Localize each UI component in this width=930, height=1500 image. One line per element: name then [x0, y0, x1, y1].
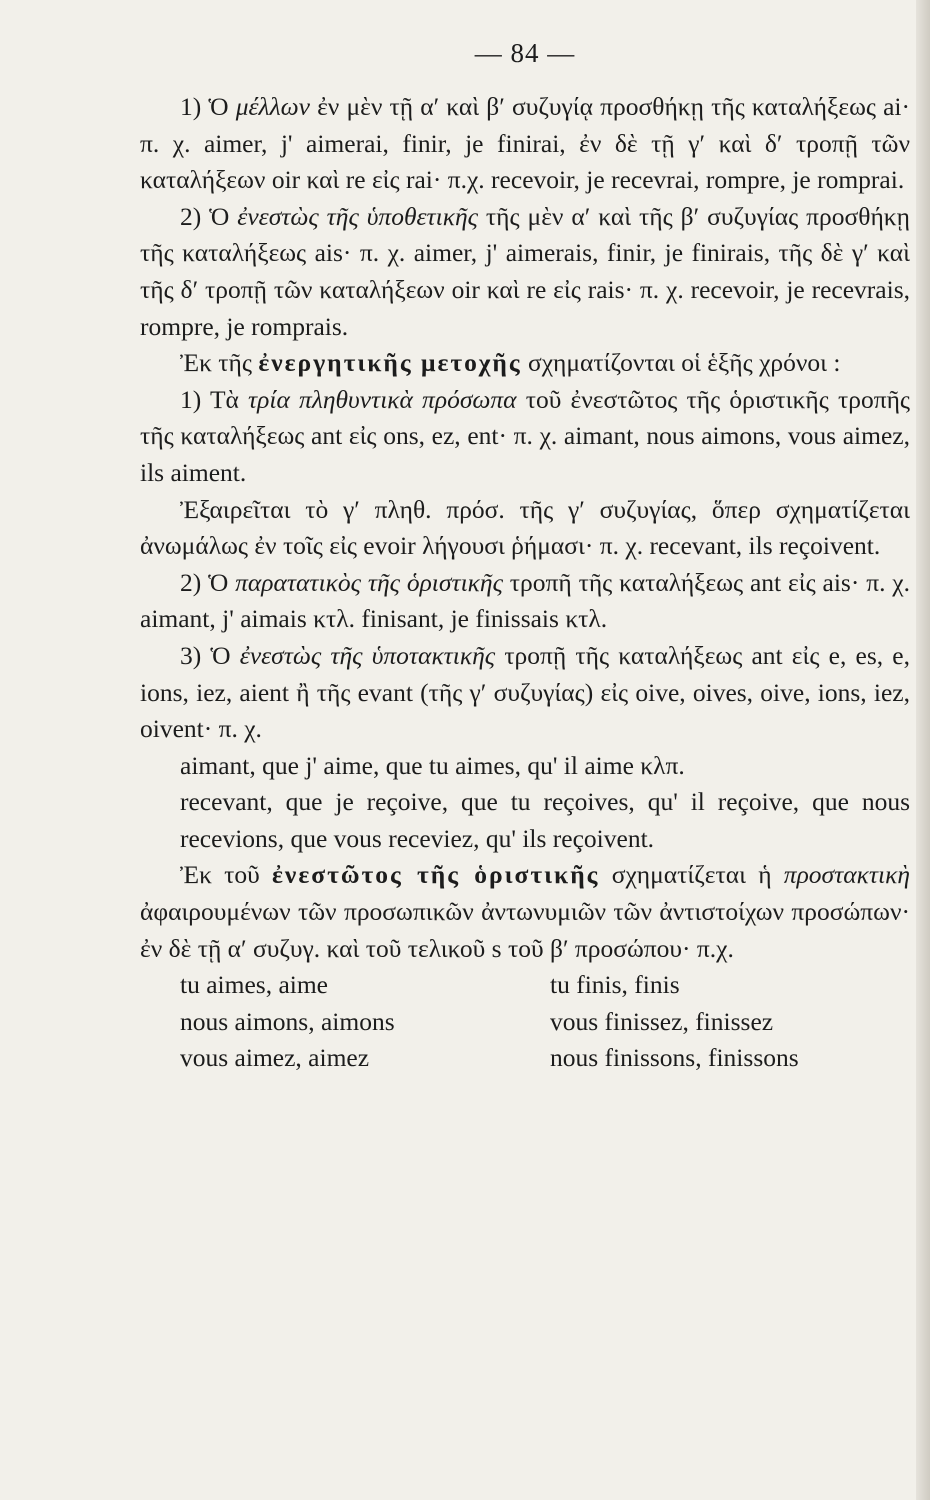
paragraph-plural-persons: [140, 382, 910, 492]
term: τρία πληθυντικὰ πρόσωπα: [248, 384, 517, 414]
text-run: ἐν μὲν τῇ α′ καὶ β′ συζυγίᾳ προσθήκῃ τῆς καταλήξεως ai· π. χ. aimer, j' aimerai, finir, je finirai, ἐν δὲ τῇ γ′ καὶ δ′ τροπῇ τῶν καταλήξεων oir καὶ re εἰς rai· π.χ. recevoir, je recevrai, rompre, je romprai.: [140, 92, 910, 195]
text-run: τῆς μὲν α′ καὶ τῆς β′ συζυγίας προσθήκῃ τῆς καταλήξεως ais· π. χ. aimer, j' aimerais, finir, je finirais, τῆς δὲ γ′ καὶ τῆς δ′ τροπῇ τῶν καταλήξεων oir καὶ re εἰς rais· π. χ. recevoir, je recevrais, rompre, je romprais.: [140, 201, 910, 341]
paragraph-subjunctive: [140, 638, 910, 748]
text-run: 2) Ὁ: [180, 201, 238, 231]
term: ἐνεστὼς τῆς ὑποτακτικῆς: [239, 640, 496, 670]
page-number: — 84 —: [474, 38, 576, 68]
text-run: 3) Ὁ: [180, 640, 240, 670]
text-run: σχηματίζονται οἱ ἑξῆς χρόνοι :: [521, 348, 841, 378]
table-cell: vous aimez, aimez: [180, 1043, 370, 1073]
text-run: ἀφαιρουμένων τῶν προσωπικῶν ἀντωνυμιῶν τῶν ἀντιστοίχων προσώπων· ἐν δὲ τῇ α′ συζυγ. καὶ τοῦ τελικοῦ s τοῦ β′ προσώπου· π.χ.: [140, 897, 910, 963]
term: προστακτικὴ: [783, 860, 910, 890]
page-edge: [916, 0, 930, 1500]
page-body: [140, 38, 910, 1077]
text-run: τοῦ ἐνεστῶτος τῆς ὁριστικῆς τροπῆς τῆς καταλήξεως ant εἰς ons, ez, ent· π. χ. aimant, nous aimons, vous aimez, ils aiment.: [140, 384, 911, 487]
table-cell: tu aimes, aime: [180, 970, 328, 1000]
spaced-term: ἐνεστῶτος τῆς ὁριστικῆς: [272, 860, 600, 890]
paragraph-future: [140, 89, 910, 199]
text-run: 1) Τὰ: [180, 384, 249, 414]
text-run: τροπῆ τῆς καταλήξεως ant εἰς ais· π. χ. aimant, j' aimais κτλ. finisant, je finissais κτλ.: [140, 567, 910, 634]
text-run: 2) Ὁ: [180, 567, 236, 597]
term: ἐνεστὼς τῆς ὑποθετικῆς: [237, 201, 478, 231]
text-run: Ἐκ τῆς: [180, 348, 259, 378]
text-run: Ἐκ τοῦ: [180, 860, 273, 890]
paragraph-imperfect: [140, 565, 910, 638]
table-cell: nous aimons, aimons: [180, 1006, 395, 1036]
paragraph-exception: Ἐξαιρεῖται τὸ γ′ πληθ. πρόσ. τῆς γ′ συζυγίας, ὅπερ σχηματίζεται ἀνωμάλως ἐν τοῖς εἰς evoir λήγουσι ῥήμασι· π. χ. recevant, ils reçoivent.: [140, 494, 910, 561]
text-run: τροπῇ τῆς καταλήξεως ant εἰς e, es, e, ions, iez, aient ἢ τῆς evant (τῆς γ′ συζυγίας) εἰς oive, oives, oive, ions, iez, oivent· π. χ.: [140, 640, 910, 744]
imperative-examples-table: [180, 967, 910, 1077]
example-aimant: aimant, que j' aime, que tu aimes, qu' il aime κλπ.: [180, 750, 685, 780]
term: μέλλων: [235, 92, 310, 121]
table-cell: nous finissons, finissons: [550, 1043, 799, 1073]
paragraph-participle-heading: [140, 345, 910, 382]
example-recevant: recevant, que je reçoive, que tu reçoives, qu' il reçoive, que nous recevions, que vous receviez, qu' ils reçoivent.: [180, 787, 910, 853]
text-run: 1) Ὁ: [180, 92, 236, 121]
spaced-term: ἐνεργητικῆς μετοχῆς: [258, 348, 522, 378]
paragraph-imperative: [140, 857, 910, 967]
text-run: σχηματίζεται ἡ: [599, 860, 784, 890]
term: παρατατικὸς τῆς ὁριστικῆς: [235, 567, 503, 597]
table-cell: tu finis, finis: [550, 970, 680, 1000]
paragraph-conditional: [140, 199, 910, 345]
table-cell: vous finissez, finissez: [550, 1006, 774, 1036]
